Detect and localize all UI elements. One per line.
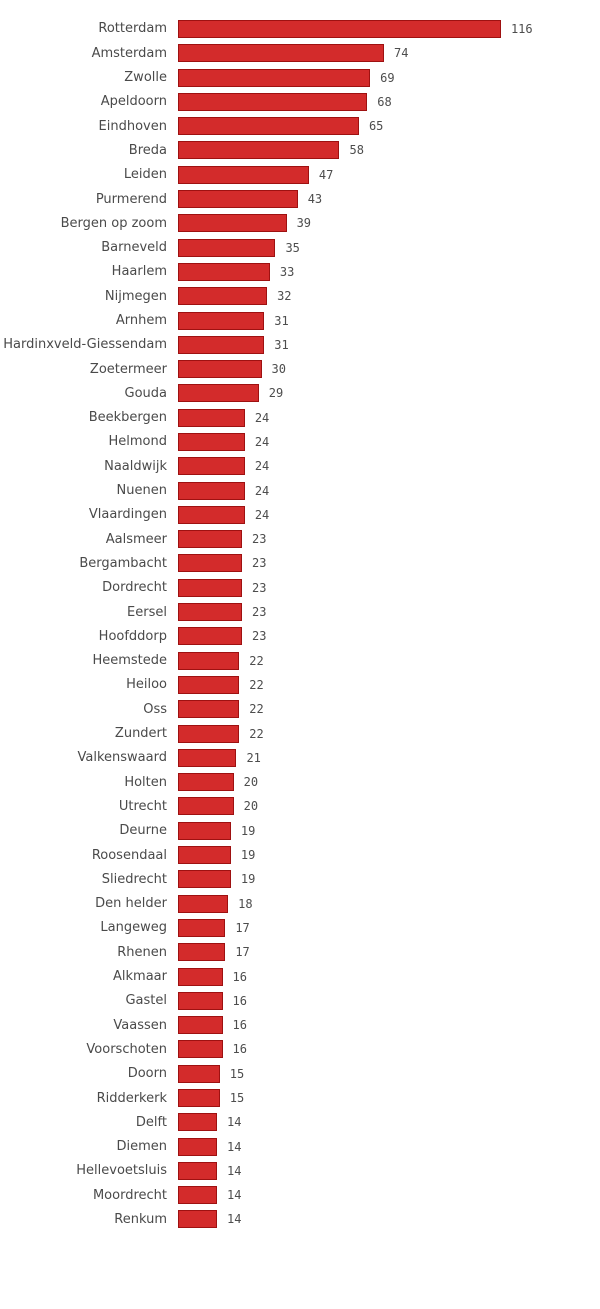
value-label: 19 [240, 848, 256, 863]
value-label: 16 [232, 1018, 247, 1033]
value-label: 23 [252, 556, 267, 571]
chart-row [0, 600, 600, 624]
bar [178, 214, 287, 232]
bar [178, 336, 264, 354]
category-label: Haarlem [111, 264, 167, 280]
category-label: Utrecht [118, 798, 167, 814]
category-label: Vaassen [113, 1017, 167, 1033]
category-label: Oss [143, 701, 167, 717]
value-label: 14 [226, 1163, 242, 1178]
bar [178, 166, 309, 184]
category-label: Zundert [114, 726, 167, 742]
category-label: Valkenswaard [77, 750, 167, 766]
chart-row [0, 649, 600, 673]
value-label: 47 [318, 167, 334, 182]
value-label: 23 [252, 629, 267, 644]
category-label: Helmond [108, 434, 167, 450]
chart-row [0, 1159, 600, 1183]
category-label: Vlaardingen [88, 507, 167, 523]
category-label: Deurne [119, 823, 167, 839]
chart-row [0, 65, 600, 89]
category-label: Gouda [124, 385, 167, 401]
chart-row [0, 1110, 600, 1134]
category-label: Roosendaal [91, 847, 167, 863]
category-label: Leiden [123, 167, 167, 183]
bar [178, 943, 225, 961]
bar [178, 190, 298, 208]
bar [178, 676, 239, 694]
bar [178, 384, 259, 402]
category-label: Alkmaar [113, 969, 167, 985]
bar [178, 93, 367, 111]
chart-row [0, 284, 600, 308]
category-label: Holten [124, 774, 167, 790]
chart-row [0, 1037, 600, 1061]
bar [178, 554, 242, 572]
bar [178, 20, 501, 38]
bar [178, 749, 236, 767]
category-label: Den helder [95, 896, 167, 912]
bar [178, 312, 264, 330]
value-label: 32 [277, 289, 292, 304]
value-label: 65 [368, 119, 384, 134]
chart-row [0, 454, 600, 478]
value-label: 19 [240, 872, 256, 887]
value-label: 35 [285, 240, 300, 255]
bar [178, 1138, 217, 1156]
chart-row [0, 17, 600, 41]
category-label: Heemstede [92, 653, 167, 669]
chart-row [0, 114, 600, 138]
value-label: 17 [235, 945, 250, 960]
value-label: 22 [249, 677, 264, 692]
value-label: 22 [249, 726, 264, 741]
value-label: 19 [240, 823, 256, 838]
category-label: Rotterdam [98, 21, 167, 37]
bar [178, 239, 275, 257]
value-label: 20 [243, 799, 259, 814]
bar [178, 1089, 220, 1107]
chart-row [0, 867, 600, 891]
chart-row [0, 430, 600, 454]
bar [178, 700, 239, 718]
category-label: Aalsmeer [105, 531, 167, 547]
chart-row [0, 964, 600, 988]
chart-row [0, 235, 600, 259]
bar [178, 822, 231, 840]
bar [178, 603, 242, 621]
value-label: 22 [249, 653, 264, 668]
chart-row [0, 940, 600, 964]
value-label: 68 [377, 94, 392, 109]
chart-row [0, 41, 600, 65]
chart-row [0, 989, 600, 1013]
bar [178, 360, 262, 378]
value-label: 21 [246, 750, 261, 765]
category-label: Eersel [127, 604, 167, 620]
value-label: 74 [394, 46, 409, 61]
value-label: 43 [307, 192, 323, 207]
category-label: Moordrecht [92, 1187, 167, 1203]
bar [178, 1210, 217, 1228]
value-label: 22 [249, 702, 264, 717]
chart-row [0, 308, 600, 332]
chart-row [0, 1086, 600, 1110]
category-label: Purmerend [95, 191, 167, 207]
value-label: 39 [296, 216, 312, 231]
bar [178, 870, 231, 888]
category-label: Heiloo [126, 677, 167, 693]
value-label: 18 [238, 896, 253, 911]
value-label: 69 [380, 70, 395, 85]
chart-row [0, 891, 600, 915]
bar [178, 44, 384, 62]
chart-row [0, 1207, 600, 1231]
bar [178, 287, 267, 305]
value-label: 20 [243, 775, 259, 790]
bar [178, 506, 245, 524]
category-label: Sliedrecht [101, 871, 167, 887]
bar [178, 1186, 217, 1204]
category-label: Diemen [116, 1139, 167, 1155]
chart-row [0, 357, 600, 381]
value-label: 30 [271, 362, 286, 377]
bar [178, 141, 339, 159]
value-label: 23 [252, 605, 267, 620]
category-label: Renkum [114, 1211, 167, 1227]
value-label: 24 [254, 459, 270, 474]
category-label: Bergambacht [79, 555, 167, 571]
category-label: Beekbergen [88, 410, 167, 426]
category-label: Doorn [127, 1066, 167, 1082]
chart-row [0, 1183, 600, 1207]
category-label: Langeweg [100, 920, 167, 936]
category-label: Hoofddorp [98, 628, 167, 644]
category-label: Ridderkerk [96, 1090, 167, 1106]
category-label: Hardinxveld-Giessendam [3, 337, 167, 353]
chart-row [0, 697, 600, 721]
value-label: 23 [252, 532, 267, 547]
category-label: Voorschoten [86, 1041, 167, 1057]
chart-row [0, 503, 600, 527]
value-label: 24 [254, 483, 270, 498]
bar [178, 1016, 223, 1034]
chart-row [0, 916, 600, 940]
bar [178, 482, 245, 500]
category-label: Zwolle [124, 70, 167, 86]
chart-row [0, 163, 600, 187]
value-label: 31 [274, 313, 289, 328]
category-label: Bergen op zoom [60, 215, 167, 231]
bar [178, 579, 242, 597]
bar [178, 1040, 223, 1058]
category-label: Hellevoetsluis [76, 1163, 167, 1179]
chart-row [0, 770, 600, 794]
bar [178, 117, 359, 135]
chart-row [0, 260, 600, 284]
bar [178, 652, 239, 670]
value-label: 24 [254, 507, 270, 522]
category-label: Amsterdam [91, 45, 167, 61]
chart-row [0, 333, 600, 357]
bar [178, 895, 228, 913]
bar [178, 409, 245, 427]
value-label: 16 [232, 1042, 247, 1057]
bar [178, 1065, 220, 1083]
value-label: 14 [226, 1212, 242, 1227]
category-label: Rhenen [117, 944, 167, 960]
chart-row [0, 478, 600, 502]
chart-row [0, 1134, 600, 1158]
category-label: Nuenen [116, 483, 167, 499]
value-label: 24 [254, 410, 270, 425]
chart-row [0, 819, 600, 843]
value-label: 23 [252, 580, 267, 595]
category-label: Gastel [125, 993, 167, 1009]
bar [178, 725, 239, 743]
chart-row [0, 794, 600, 818]
value-label: 14 [226, 1139, 242, 1154]
bar [178, 457, 245, 475]
bar [178, 263, 270, 281]
category-label: Barneveld [101, 240, 167, 256]
chart-row [0, 624, 600, 648]
chart-row [0, 527, 600, 551]
value-label: 16 [232, 993, 247, 1008]
bar [178, 846, 231, 864]
bar [178, 992, 223, 1010]
bar [178, 797, 234, 815]
bar [178, 1113, 217, 1131]
category-label: Delft [135, 1114, 167, 1130]
chart-row [0, 746, 600, 770]
bar [178, 968, 223, 986]
bar [178, 1162, 217, 1180]
category-label: Nijmegen [104, 288, 167, 304]
value-label: 14 [226, 1115, 242, 1130]
chart-row [0, 1062, 600, 1086]
bar [178, 919, 225, 937]
value-label: 116 [510, 21, 533, 36]
chart-row [0, 843, 600, 867]
category-label: Eindhoven [98, 118, 167, 134]
chart-row [0, 721, 600, 745]
value-label: 33 [279, 264, 295, 279]
value-label: 29 [268, 386, 284, 401]
value-label: 17 [235, 920, 250, 935]
category-label: Naaldwijk [104, 458, 167, 474]
bar [178, 530, 242, 548]
chart-row [0, 138, 600, 162]
category-label: Dordrecht [102, 580, 167, 596]
chart-row [0, 381, 600, 405]
chart-row [0, 211, 600, 235]
chart-row [0, 551, 600, 575]
category-label: Zoetermeer [89, 361, 167, 377]
value-label: 24 [254, 434, 270, 449]
chart-row [0, 90, 600, 114]
category-label: Breda [128, 142, 167, 158]
value-label: 15 [229, 1091, 245, 1105]
chart-row [0, 187, 600, 211]
value-label: 31 [274, 337, 289, 352]
category-label: Apeldoorn [100, 94, 167, 110]
chart-row [0, 1013, 600, 1037]
chart-row [0, 673, 600, 697]
bar [178, 433, 245, 451]
chart-row [0, 406, 600, 430]
bar [178, 69, 370, 87]
value-label: 16 [232, 969, 247, 984]
chart-row [0, 576, 600, 600]
bar [178, 773, 234, 791]
category-label: Arnhem [115, 313, 167, 328]
value-label: 14 [226, 1188, 242, 1203]
value-label: 58 [349, 143, 364, 158]
value-label: 15 [229, 1066, 245, 1081]
bar [178, 627, 242, 645]
